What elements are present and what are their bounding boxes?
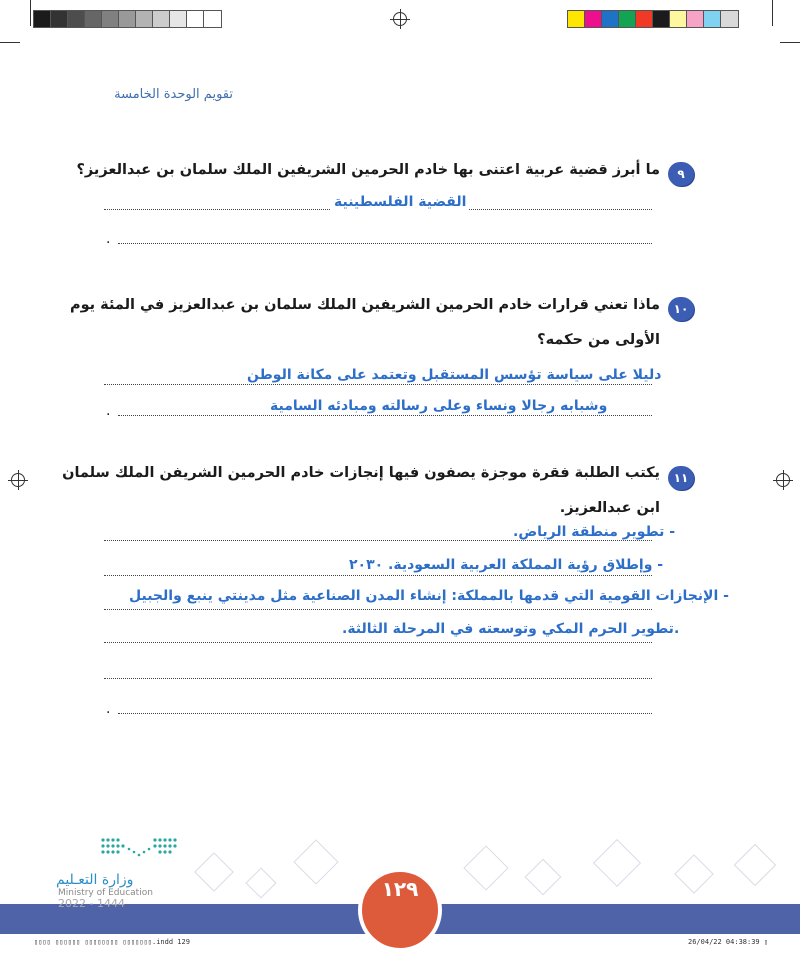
decorative-diamond	[194, 852, 234, 892]
answer-line	[118, 243, 652, 244]
crop-mark	[0, 42, 20, 43]
unit-title: تقويم الوحدة الخامسة	[114, 87, 233, 102]
question-text: ابن عبدالعزيز.	[559, 500, 660, 516]
color-swatch	[704, 11, 721, 27]
question-text: الأولى من حكمه؟	[537, 332, 660, 348]
answer-line	[104, 384, 652, 385]
registration-target-icon	[393, 12, 407, 26]
answer-line	[104, 678, 652, 679]
color-swatch	[653, 11, 670, 27]
color-swatch	[721, 11, 738, 27]
end-mark: .	[106, 701, 111, 717]
answer-text: - تطوير منطقة الرياض.	[510, 524, 678, 540]
registration-target-icon	[776, 473, 790, 487]
decorative-diamond	[463, 845, 508, 890]
question-number-badge: ١٠	[668, 297, 694, 321]
color-swatch	[619, 11, 636, 27]
answer-text: دليلا على سياسة تؤسس المستقبل وتعتمد على مكانة الوطن	[244, 367, 664, 383]
answer-line	[104, 609, 652, 610]
decorative-diamond	[525, 859, 562, 896]
question-text: يكتب الطلبة فقرة موجزة يصفون فيها إنجازات خادم الحرمين الشريفن الملك سلمان	[62, 465, 660, 481]
question-number-badge: ٩	[668, 162, 694, 186]
answer-line	[118, 415, 652, 416]
color-swatch	[636, 11, 653, 27]
crop-mark	[780, 42, 800, 43]
question-text: ما أبرز قضية عربية اعتنى بها خادم الحرمين الشريفين الملك سلمان بن عبدالعزيز؟	[76, 162, 660, 178]
answer-text: - وإطلاق رؤية المملكة العربية السعودية. ٢٠٣٠	[346, 557, 666, 573]
edition-year: 2022 - 1444	[58, 897, 125, 910]
decorative-diamond	[674, 854, 714, 894]
color-swatch	[687, 11, 704, 27]
end-mark: .	[106, 231, 111, 247]
answer-text: القضية الفلسطينية	[331, 194, 469, 210]
color-swatch	[602, 11, 619, 27]
decorative-diamond	[734, 844, 776, 886]
answer-line	[118, 713, 652, 714]
page-number: ١٢٩	[381, 877, 419, 901]
color-swatch	[568, 11, 585, 27]
question-number-badge: ١١	[668, 466, 694, 490]
color-swatch	[585, 11, 602, 27]
answer-text: - الإنجازات القومية التي قدمها بالمملكة: إنشاء المدن الصناعية مثل مدينتي ينبع والجبيل	[126, 588, 732, 604]
registration-target-icon	[11, 473, 25, 487]
decorative-diamond	[245, 867, 276, 898]
question-text: ماذا تعني قرارات خادم الحرمين الشريفين الملك سلمان بن عبدالعزيز في المئة يوم	[69, 297, 660, 313]
color-registration-bar	[567, 10, 739, 28]
answer-text: وشبابه رجالا ونساء وعلى رسالته ومبادئه السامية	[267, 398, 610, 414]
grayscale-bar	[33, 10, 222, 28]
vision-2030-logo	[99, 836, 179, 860]
print-timestamp: 26/04/22 04:38:39 ▯	[688, 938, 769, 946]
decorative-diamond	[293, 839, 338, 884]
answer-text: .تطوير الحرم المكي وتوسعته في المرحلة الثالثة.	[339, 621, 682, 637]
answer-line	[104, 575, 652, 576]
decorative-diamond	[593, 839, 641, 887]
file-slug: ▯▯▯▯ ▯▯▯▯▯▯ ▯▯▯▯▯▯▯▯ ▯▯▯▯▯▯▯.indd 129	[34, 938, 190, 946]
crop-mark	[30, 0, 31, 26]
answer-line	[104, 642, 652, 643]
crop-mark	[772, 0, 773, 26]
ministry-name-english: Ministry of Education	[58, 888, 153, 898]
color-swatch	[670, 11, 687, 27]
ministry-name-arabic: وزارة التعـليم	[56, 872, 134, 888]
answer-line	[104, 540, 652, 541]
end-mark: .	[106, 403, 111, 419]
